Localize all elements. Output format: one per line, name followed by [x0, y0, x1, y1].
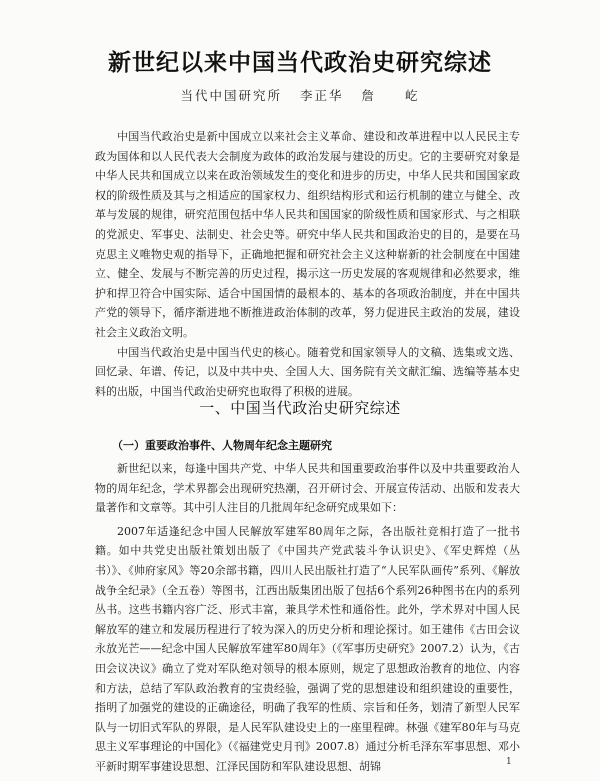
intro-body	[95, 127, 520, 401]
intro-paragraph: 中国当代政治史是新中国成立以来社会主义革命、建设和改革进程中以人民民主专政为国体和以人民代表大会制度为政体的政治发展与建设的历史。它的主要研究对象是中华人民共和国成立以来在政治领域发生的变化和进步的历史，中华人民共和国国家政权的阶级性质及其与之相适应的国家权力、组织结构形式和运行机制的建立与健全、改革与发展的规律，研究范围包括中华人民共和国国家的阶级性质和国家形式、与之相联的党派史、军事史、法制史、社会史等。研究中华人民共和国政治史的目的，是要在马克思主义唯物史观的指导下，正确地把握和研究社会主义这种崭新的社会制度在中国建立、健全、发展与不断完善的历史过程，揭示这一历史发展的客观规律和必然要求，维护和捍卫符合中国实际、适合中国国情的最根本的、基本的各项政治制度，并在中国共产党的领导下，循序渐进地不断推进政治体制的改革，努力促进民主政治的发展，建设社会主义政治文明。	[95, 130, 520, 339]
byline	[0, 86, 600, 104]
subsection-heading: （一）重要政治事件、人物周年纪念主题研究	[112, 439, 332, 452]
section-paragraph: 新世纪以来，每逢中国共产党、中华人民共和国重要政治事件以及中共重要政治人物的周年纪念，学术界都会出现研究热潮，召开研讨会、开展宣传活动、出版和发表大量著作和文章等。其中引人注目的几批周年纪念研究成果如下：	[95, 462, 520, 515]
page-number: 1	[506, 757, 512, 767]
intro-paragraph: 中国当代政治史是中国当代史的核心。随着党和国家领导人的文稿、选集或文选、回忆录、年谱、传记，以及中共中央、全国人大、国务院有关文献汇编、选编等基本史料的出版，中国当代政治史研究也取得了积极的进展。	[95, 345, 520, 398]
author-name: 詹 屹	[361, 88, 420, 103]
section-body	[95, 459, 520, 781]
author-institute: 当代中国研究所	[180, 88, 282, 103]
section-heading: 一、中国当代政治史研究综述	[199, 399, 401, 417]
section-paragraph: 2007年适逢纪念中国人民解放军建军80周年之际，各出版社竞相打造了一批书籍。如中共党史出版社策划出版了《中国共产党武装斗争认识史》、《军史辉煌（丛书）》、《帅府家风》等20余部书籍，四川人民出版社打造了“人民军队画传”系列、《解放战争全纪录》（全五卷）等图书，江西出版集团出版了包括6个系列26种图书在内的系列丛书。这些书籍内容广泛、形式丰富，兼具学术性和通俗性。此外，学术界对中国人民解放军的建立和发展历程进行了较为深入的历史分析和理论探讨。如王建伟《古田会议永放光芒——纪念中国人民解放军建军80周年》（《军事历史研究》2007.2）认为，《古田会议决议》确立了党对军队绝对领导的根本原则，规定了思想政治教育的地位、内容和方法，总结了军队政治教育的宝贵经验，强调了党的思想建设和组织建设的重要性，指明了加强党的建设的正确途径，明确了我军的性质、宗旨和任务，划清了新型人民军队与一切旧式军队的界限，是人民军队建设史上的一座里程碑。林强《建军80年与马克思主义军事理论的中国化》（《福建党史月刊》2007.8）通过分析毛泽东军事思想、邓小平新时期军事建设思想、江泽民国防和军队建设思想、胡锦	[95, 524, 520, 773]
author-name: 李正华	[299, 88, 344, 103]
page-title: 新世纪以来中国当代政治史研究综述	[108, 49, 492, 76]
